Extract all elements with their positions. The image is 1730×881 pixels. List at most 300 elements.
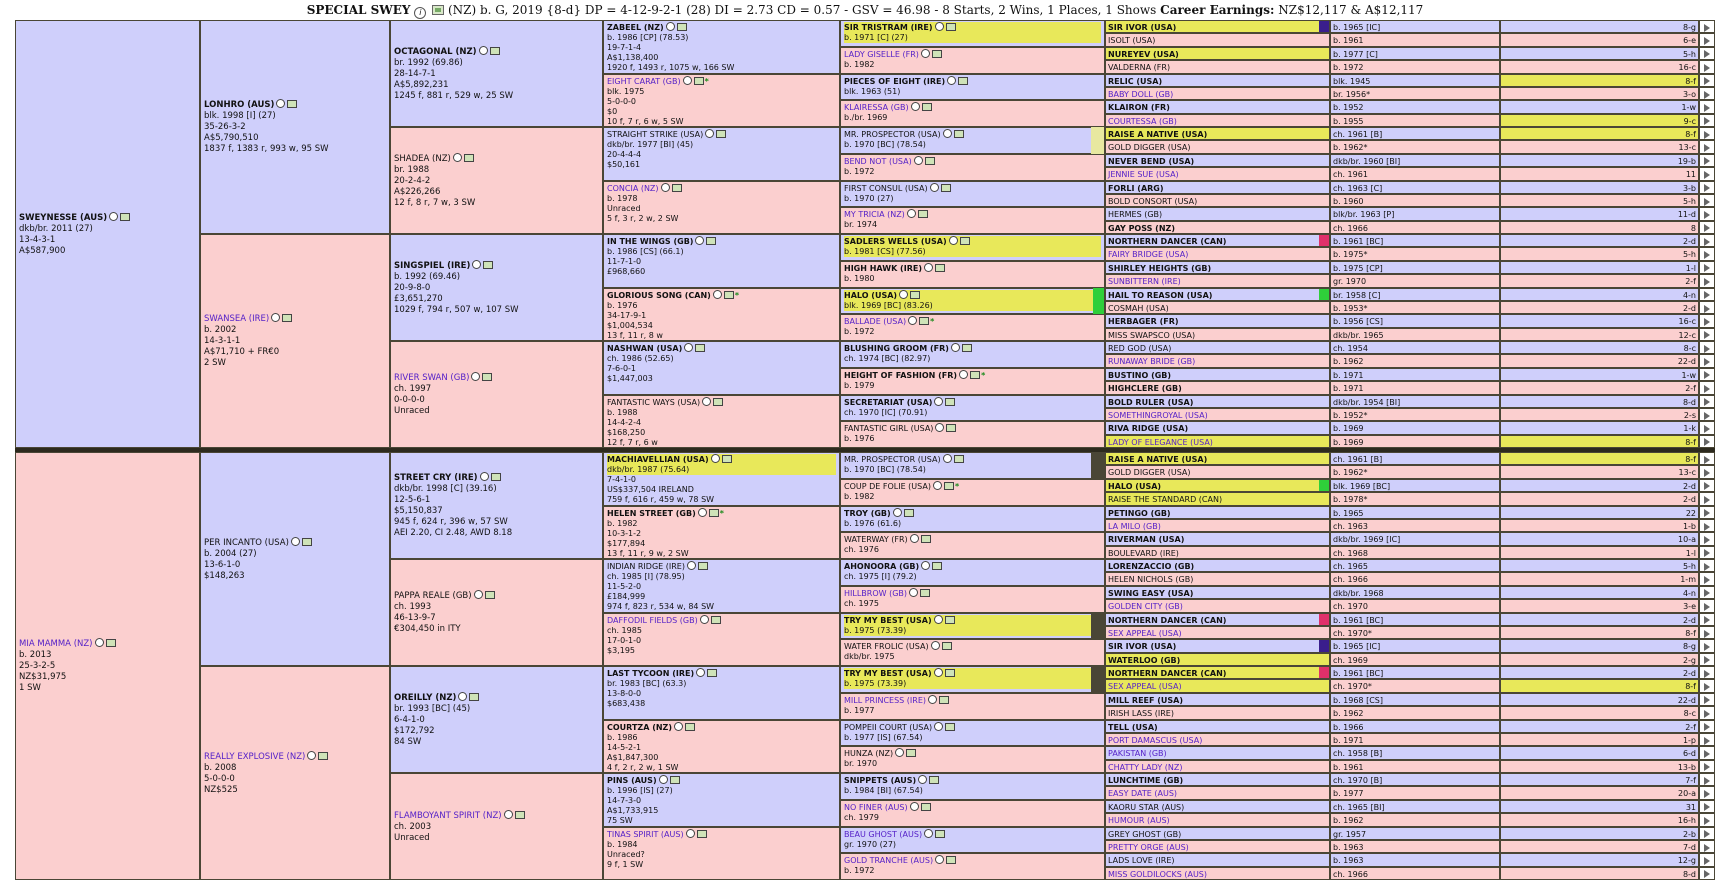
horse-name-link[interactable]: PINS (AUS) xyxy=(607,776,657,785)
horse-name-link[interactable]: SOMETHINGROYAL (USA) xyxy=(1108,410,1208,420)
info-icon[interactable] xyxy=(951,343,960,352)
horse-name-link[interactable]: BOLD RULER (USA) xyxy=(1108,397,1194,407)
horse-name-link[interactable]: PAKISTAN (GB) xyxy=(1108,749,1167,759)
photo-icon[interactable] xyxy=(970,371,980,379)
horse-name-link[interactable]: NASHWAN (USA) xyxy=(607,344,683,353)
horse-name-link[interactable]: HELEN NICHOLS (GB) xyxy=(1108,575,1194,585)
expand-arrow-button[interactable] xyxy=(1699,613,1715,626)
horse-name-link[interactable]: WATER FROLIC (USA) xyxy=(844,642,929,652)
info-icon[interactable] xyxy=(907,209,916,218)
horse-name-link[interactable]: GOLD DIGGER (USA) xyxy=(1108,143,1191,153)
horse-name-link[interactable]: HELEN STREET (GB) xyxy=(607,508,696,518)
horse-name-link[interactable]: FLAMBOYANT SPIRIT (NZ) xyxy=(394,810,502,821)
photo-icon[interactable] xyxy=(906,749,916,757)
expand-arrow-button[interactable] xyxy=(1699,74,1715,87)
photo-icon[interactable] xyxy=(120,213,130,221)
horse-name-link[interactable]: MISS SWAPSCO (USA) xyxy=(1108,330,1196,340)
info-icon[interactable] xyxy=(910,802,919,811)
info-icon[interactable] xyxy=(943,129,952,138)
info-icon[interactable] xyxy=(933,481,942,490)
info-icon[interactable] xyxy=(949,236,958,245)
expand-arrow-button[interactable] xyxy=(1699,867,1715,880)
expand-arrow-button[interactable] xyxy=(1699,221,1715,234)
expand-arrow-button[interactable] xyxy=(1699,381,1715,394)
photo-icon[interactable] xyxy=(922,103,932,111)
photo-icon[interactable] xyxy=(935,264,945,272)
horse-name-link[interactable]: SADLERS WELLS (USA) xyxy=(844,237,947,246)
horse-name-link[interactable]: GREY GHOST (GB) xyxy=(1108,829,1182,839)
horse-name-link[interactable]: CHATTY LADY (NZ) xyxy=(1108,762,1183,772)
horse-name-link[interactable]: LADS LOVE (IRE) xyxy=(1108,856,1175,866)
info-icon[interactable] xyxy=(934,668,943,677)
horse-name-link[interactable]: RAISE THE STANDARD (CAN) xyxy=(1108,495,1223,505)
photo-icon[interactable] xyxy=(945,616,955,624)
info-icon[interactable] xyxy=(705,129,714,138)
horse-name-link[interactable]: FIRST CONSUL (USA) xyxy=(844,183,928,193)
expand-arrow-button[interactable] xyxy=(1699,800,1715,813)
expand-arrow-button[interactable] xyxy=(1699,354,1715,367)
info-icon[interactable] xyxy=(908,316,917,325)
photo-icon[interactable] xyxy=(941,184,951,192)
photo-icon[interactable] xyxy=(910,291,920,299)
expand-arrow-button[interactable] xyxy=(1699,572,1715,585)
horse-name-link[interactable]: HEIGHT OF FASHION (FR) xyxy=(844,370,958,380)
info-icon[interactable] xyxy=(683,76,692,85)
expand-arrow-button[interactable] xyxy=(1699,274,1715,287)
expand-arrow-button[interactable] xyxy=(1699,452,1715,465)
info-icon[interactable] xyxy=(893,508,902,517)
photo-icon[interactable] xyxy=(944,482,954,490)
info-icon[interactable] xyxy=(899,290,908,299)
horse-name-link[interactable]: RAISE A NATIVE (USA) xyxy=(1108,130,1208,139)
expand-arrow-button[interactable] xyxy=(1699,194,1715,207)
horse-name-link[interactable]: RED GOD (USA) xyxy=(1108,344,1172,353)
horse-name-link[interactable]: HIGHCLERE (GB) xyxy=(1108,384,1182,394)
horse-name-link[interactable]: MR. PROSPECTOR (USA) xyxy=(844,130,941,139)
info-icon[interactable] xyxy=(947,76,956,85)
info-icon[interactable] xyxy=(924,829,933,838)
horse-name-link[interactable]: BEAU GHOST (AUS) xyxy=(844,829,923,839)
horse-name-link[interactable]: BEND NOT (USA) xyxy=(844,156,912,166)
horse-name-link[interactable]: NORTHERN DANCER (CAN) xyxy=(1108,615,1227,625)
horse-name-link[interactable]: NEVER BEND (USA) xyxy=(1108,156,1195,166)
info-icon[interactable] xyxy=(480,472,489,481)
horse-name-link[interactable]: GOLD DIGGER (USA) xyxy=(1108,468,1191,478)
horse-name-link[interactable]: FAIRY BRIDGE (USA) xyxy=(1108,250,1189,260)
horse-name-link[interactable]: SEX APPEAL (USA) xyxy=(1108,682,1182,692)
expand-arrow-button[interactable] xyxy=(1699,626,1715,639)
horse-name-link[interactable]: INDIAN RIDGE (IRE) xyxy=(607,562,685,571)
horse-name-link[interactable]: PER INCANTO (USA) xyxy=(204,537,289,548)
expand-arrow-button[interactable] xyxy=(1699,328,1715,341)
horse-name-link[interactable]: EIGHT CARAT (GB) xyxy=(607,76,681,86)
horse-name-link[interactable]: DAFFODIL FIELDS (GB) xyxy=(607,615,698,625)
photo-icon[interactable] xyxy=(954,455,964,463)
expand-arrow-button[interactable] xyxy=(1699,586,1715,599)
expand-arrow-button[interactable] xyxy=(1699,421,1715,434)
expand-arrow-button[interactable] xyxy=(1699,261,1715,274)
horse-name-link[interactable]: LADY GISELLE (FR) xyxy=(844,49,919,59)
horse-name-link[interactable]: MACHIAVELLIAN (USA) xyxy=(607,455,709,464)
photo-icon[interactable] xyxy=(945,398,955,406)
horse-name-link[interactable]: RAISE A NATIVE (USA) xyxy=(1108,455,1208,464)
photo-icon[interactable] xyxy=(925,157,935,165)
photo-icon[interactable] xyxy=(670,776,680,784)
info-icon[interactable] xyxy=(702,397,711,406)
horse-name-link[interactable]: BALLADE (USA) xyxy=(844,317,907,327)
expand-arrow-button[interactable] xyxy=(1699,679,1715,692)
horse-name-link[interactable]: STREET CRY (IRE) xyxy=(394,473,478,483)
horse-name-link[interactable]: SHADEA (NZ) xyxy=(394,153,451,164)
info-icon[interactable] xyxy=(930,183,939,192)
horse-name-link[interactable]: IN THE WINGS (GB) xyxy=(607,237,694,246)
expand-arrow-button[interactable] xyxy=(1699,127,1715,140)
expand-arrow-button[interactable] xyxy=(1699,47,1715,60)
horse-name-link[interactable]: SWEYNESSE (AUS) xyxy=(19,212,108,223)
expand-arrow-button[interactable] xyxy=(1699,435,1715,448)
info-icon[interactable] xyxy=(711,454,720,463)
photo-icon[interactable] xyxy=(106,639,116,647)
photo-icon[interactable] xyxy=(483,261,493,269)
expand-arrow-button[interactable] xyxy=(1699,114,1715,127)
info-icon[interactable] xyxy=(700,615,709,624)
info-icon[interactable] xyxy=(95,638,104,647)
photo-icon[interactable] xyxy=(485,591,495,599)
expand-arrow-button[interactable] xyxy=(1699,532,1715,545)
horse-name-link[interactable]: COURTZA (NZ) xyxy=(607,722,673,732)
horse-name-link[interactable]: MISS GOLDILOCKS (AUS) xyxy=(1108,869,1208,879)
horse-name-link[interactable]: MR. PROSPECTOR (USA) xyxy=(844,455,941,464)
horse-name-link[interactable]: PAPPA REALE (GB) xyxy=(394,591,472,601)
horse-name-link[interactable]: SIR TRISTRAM (IRE) xyxy=(844,23,933,32)
photo-icon[interactable] xyxy=(939,696,949,704)
horse-name-link[interactable]: MILL PRINCESS (IRE) xyxy=(844,695,926,705)
expand-arrow-button[interactable] xyxy=(1699,506,1715,519)
horse-name-link[interactable]: SINGSPIEL (IRE) xyxy=(394,260,471,271)
photo-icon[interactable] xyxy=(946,856,956,864)
photo-icon[interactable] xyxy=(946,23,956,31)
horse-name-link[interactable]: PETINGO (GB) xyxy=(1108,508,1171,518)
expand-arrow-button[interactable] xyxy=(1699,733,1715,746)
info-icon[interactable] xyxy=(921,561,930,570)
info-icon[interactable] xyxy=(684,343,693,352)
expand-arrow-button[interactable] xyxy=(1699,408,1715,421)
expand-arrow-button[interactable] xyxy=(1699,154,1715,167)
photo-icon[interactable] xyxy=(282,314,292,322)
horse-name-link[interactable]: SWING EASY (USA) xyxy=(1108,588,1194,598)
expand-arrow-button[interactable] xyxy=(1699,395,1715,408)
expand-arrow-button[interactable] xyxy=(1699,234,1715,247)
expand-arrow-button[interactable] xyxy=(1699,666,1715,679)
info-icon[interactable] xyxy=(472,260,481,269)
expand-arrow-button[interactable] xyxy=(1699,813,1715,826)
info-icon[interactable] xyxy=(895,748,904,757)
photo-icon[interactable] xyxy=(685,723,695,731)
photo-icon[interactable] xyxy=(490,47,500,55)
expand-arrow-button[interactable] xyxy=(1699,301,1715,314)
horse-name-link[interactable]: KLAIRON (FR) xyxy=(1108,103,1170,113)
photo-icon[interactable] xyxy=(709,509,719,517)
expand-arrow-button[interactable] xyxy=(1699,559,1715,572)
info-icon[interactable] xyxy=(271,313,280,322)
horse-name-link[interactable]: MILL REEF (USA) xyxy=(1108,695,1184,705)
info-icon[interactable] xyxy=(458,692,467,701)
horse-name-link[interactable]: RIVERMAN (USA) xyxy=(1108,535,1185,545)
photo-icon[interactable] xyxy=(954,130,964,138)
photo-icon[interactable] xyxy=(432,5,444,15)
photo-icon[interactable] xyxy=(932,50,942,58)
expand-arrow-button[interactable] xyxy=(1699,341,1715,354)
expand-arrow-button[interactable] xyxy=(1699,465,1715,478)
horse-name-link[interactable]: SECRETARIAT (USA) xyxy=(844,397,933,407)
expand-arrow-button[interactable] xyxy=(1699,706,1715,719)
info-icon[interactable] xyxy=(935,423,944,432)
horse-name-link[interactable]: SIR IVOR (USA) xyxy=(1108,642,1177,652)
info-icon[interactable] xyxy=(911,102,920,111)
horse-name-link[interactable]: RIVA RIDGE (USA) xyxy=(1108,424,1189,434)
horse-name-link[interactable]: COUP DE FOLIE (USA) xyxy=(844,481,931,491)
photo-icon[interactable] xyxy=(677,23,687,31)
horse-name-link[interactable]: RUNAWAY BRIDE (GB) xyxy=(1108,357,1196,367)
horse-name-link[interactable]: GLORIOUS SONG (CAN) xyxy=(607,290,711,300)
info-icon[interactable] xyxy=(921,49,930,58)
expand-arrow-button[interactable] xyxy=(1699,773,1715,786)
horse-name-link[interactable]: KLAIRESSA (GB) xyxy=(844,103,909,113)
horse-name-link[interactable]: HIGH HAWK (IRE) xyxy=(844,263,922,273)
photo-icon[interactable] xyxy=(469,693,479,701)
horse-name-link[interactable]: PRETTY ORGE (AUS) xyxy=(1108,842,1189,852)
horse-name-link[interactable]: HERMES (GB) xyxy=(1108,210,1163,220)
horse-name-link[interactable]: GOLD TRANCHE (AUS) xyxy=(844,856,934,866)
info-icon[interactable] xyxy=(687,561,696,570)
horse-name[interactable]: SPECIAL SWEY xyxy=(306,3,411,17)
horse-name-link[interactable]: LORENZACCIO (GB) xyxy=(1108,562,1195,571)
horse-name-link[interactable]: COSMAH (USA) xyxy=(1108,303,1169,313)
photo-icon[interactable] xyxy=(491,473,501,481)
expand-arrow-button[interactable] xyxy=(1699,33,1715,46)
horse-name-link[interactable]: IRISH LASS (IRE) xyxy=(1108,709,1174,719)
photo-icon[interactable] xyxy=(697,830,707,838)
horse-name-link[interactable]: HAIL TO REASON (USA) xyxy=(1108,290,1213,300)
expand-arrow-button[interactable] xyxy=(1699,786,1715,799)
expand-arrow-button[interactable] xyxy=(1699,827,1715,840)
info-icon[interactable] xyxy=(479,46,488,55)
expand-arrow-button[interactable] xyxy=(1699,247,1715,260)
horse-name-link[interactable]: HILLBROW (GB) xyxy=(844,588,908,598)
expand-arrow-button[interactable] xyxy=(1699,760,1715,773)
info-icon[interactable] xyxy=(931,641,940,650)
horse-name-link[interactable]: RELIC (USA) xyxy=(1108,76,1163,86)
photo-icon[interactable] xyxy=(962,344,972,352)
horse-name-link[interactable]: WATERWAY (FR) xyxy=(844,535,908,545)
horse-name-link[interactable]: STRAIGHT STRIKE (USA) xyxy=(607,130,704,139)
info-icon[interactable] xyxy=(659,775,668,784)
horse-name-link[interactable]: ZABEEL (NZ) xyxy=(607,23,664,32)
info-icon[interactable] xyxy=(674,722,683,731)
expand-arrow-button[interactable] xyxy=(1699,368,1715,381)
expand-arrow-button[interactable] xyxy=(1699,288,1715,301)
photo-icon[interactable] xyxy=(946,424,956,432)
info-icon[interactable] xyxy=(474,590,483,599)
photo-icon[interactable] xyxy=(942,642,952,650)
expand-arrow-button[interactable] xyxy=(1699,167,1715,180)
photo-icon[interactable] xyxy=(287,100,297,108)
info-icon[interactable] xyxy=(935,22,944,31)
expand-arrow-button[interactable] xyxy=(1699,140,1715,153)
info-icon[interactable] xyxy=(666,22,675,31)
photo-icon[interactable] xyxy=(695,344,705,352)
info-icon[interactable] xyxy=(713,290,722,299)
info-icon[interactable] xyxy=(686,829,695,838)
photo-icon[interactable] xyxy=(515,811,525,819)
info-icon[interactable] xyxy=(935,855,944,864)
info-icon[interactable] xyxy=(109,212,118,221)
horse-name-link[interactable]: VALDERNA (FR) xyxy=(1108,63,1171,73)
expand-arrow-button[interactable] xyxy=(1699,720,1715,733)
info-icon[interactable] xyxy=(471,372,480,381)
expand-arrow-button[interactable] xyxy=(1699,60,1715,73)
expand-arrow-button[interactable] xyxy=(1699,639,1715,652)
photo-icon[interactable] xyxy=(945,669,955,677)
expand-arrow-button[interactable] xyxy=(1699,100,1715,113)
photo-icon[interactable] xyxy=(716,130,726,138)
expand-arrow-button[interactable] xyxy=(1699,546,1715,559)
expand-arrow-button[interactable] xyxy=(1699,314,1715,327)
info-icon[interactable] xyxy=(934,397,943,406)
info-icon[interactable] xyxy=(453,153,462,162)
info-icon[interactable] xyxy=(959,370,968,379)
horse-name-link[interactable]: TINAS SPIRIT (AUS) xyxy=(607,829,684,839)
expand-arrow-button[interactable] xyxy=(1699,853,1715,866)
horse-name-link[interactable]: LONHRO (AUS) xyxy=(204,100,275,110)
horse-name-link[interactable]: LA MILO (GB) xyxy=(1108,521,1161,531)
horse-name-link[interactable]: POMPEII COURT (USA) xyxy=(844,722,933,732)
horse-name-link[interactable]: BOLD CONSORT (USA) xyxy=(1108,196,1198,206)
photo-icon[interactable] xyxy=(482,373,492,381)
horse-name-link[interactable]: EASY DATE (AUS) xyxy=(1108,789,1178,799)
info-icon[interactable] xyxy=(934,722,943,731)
photo-icon[interactable] xyxy=(921,535,931,543)
horse-name-link[interactable]: REALLY EXPLOSIVE (NZ) xyxy=(204,751,306,762)
photo-icon[interactable] xyxy=(694,77,704,85)
expand-arrow-button[interactable] xyxy=(1699,207,1715,220)
horse-name-link[interactable]: JENNIE SUE (USA) xyxy=(1108,170,1179,180)
horse-name-link[interactable]: NUREYEV (USA) xyxy=(1108,49,1179,59)
horse-name-link[interactable]: SHIRLEY HEIGHTS (GB) xyxy=(1108,263,1212,273)
horse-name-link[interactable]: HALO (USA) xyxy=(1108,481,1162,491)
photo-icon[interactable] xyxy=(919,317,929,325)
horse-name-link[interactable]: KAORU STAR (AUS) xyxy=(1108,802,1185,812)
photo-icon[interactable] xyxy=(672,184,682,192)
horse-name-link[interactable]: FANTASTIC GIRL (USA) xyxy=(844,424,934,434)
horse-name-link[interactable]: PORT DAMASCUS (USA) xyxy=(1108,735,1203,745)
horse-name-link[interactable]: LAST TYCOON (IRE) xyxy=(607,669,695,678)
horse-name-link[interactable]: HERBAGER (FR) xyxy=(1108,317,1179,327)
photo-icon[interactable] xyxy=(918,210,928,218)
horse-name-link[interactable]: FANTASTIC WAYS (USA) xyxy=(607,397,701,407)
horse-name-link[interactable]: OCTAGONAL (NZ) xyxy=(394,46,477,57)
horse-name-link[interactable]: ISOLT (USA) xyxy=(1108,36,1156,46)
photo-icon[interactable] xyxy=(464,154,474,162)
horse-name-link[interactable]: TELL (USA) xyxy=(1108,722,1158,732)
expand-arrow-button[interactable] xyxy=(1699,746,1715,759)
photo-icon[interactable] xyxy=(921,803,931,811)
expand-arrow-button[interactable] xyxy=(1699,181,1715,194)
photo-icon[interactable] xyxy=(698,562,708,570)
horse-name-link[interactable]: TRY MY BEST (USA) xyxy=(844,615,932,625)
horse-name-link[interactable]: SNIPPETS (AUS) xyxy=(844,776,917,785)
horse-name-link[interactable]: TROY (GB) xyxy=(844,508,891,518)
horse-name-link[interactable]: PIECES OF EIGHT (IRE) xyxy=(844,76,946,86)
horse-name-link[interactable]: BOULEVARD (IRE) xyxy=(1108,548,1179,558)
horse-name-link[interactable]: BUSTINO (GB) xyxy=(1108,370,1172,380)
horse-name-link[interactable]: BABY DOLL (GB) xyxy=(1108,89,1174,99)
horse-name-link[interactable]: FORLI (ARG) xyxy=(1108,183,1164,193)
horse-name-link[interactable]: RIVER SWAN (GB) xyxy=(394,373,470,383)
horse-name-link[interactable]: MIA MAMMA (NZ) xyxy=(19,639,93,649)
photo-icon[interactable] xyxy=(929,776,939,784)
horse-name-link[interactable]: TRY MY BEST (USA) xyxy=(844,669,932,678)
horse-name-link[interactable]: MY TRICIA (NZ) xyxy=(844,210,905,220)
horse-name-link[interactable]: AHONOORA (GB) xyxy=(844,562,920,571)
expand-arrow-button[interactable] xyxy=(1699,519,1715,532)
info-icon[interactable] xyxy=(924,263,933,272)
horse-name-link[interactable]: NO FINER (AUS) xyxy=(844,802,908,812)
photo-icon[interactable] xyxy=(713,398,723,406)
info-icon[interactable] xyxy=(943,454,952,463)
expand-arrow-button[interactable] xyxy=(1699,492,1715,505)
photo-icon[interactable] xyxy=(935,830,945,838)
expand-arrow-button[interactable] xyxy=(1699,653,1715,666)
info-icon[interactable] xyxy=(695,236,704,245)
horse-name-link[interactable]: SIR IVOR (USA) xyxy=(1108,23,1177,32)
photo-icon[interactable] xyxy=(711,616,721,624)
horse-name-link[interactable]: HUMOUR (AUS) xyxy=(1108,816,1170,826)
info-icon[interactable] xyxy=(504,810,513,819)
info-icon[interactable] xyxy=(661,183,670,192)
photo-icon[interactable] xyxy=(945,723,955,731)
expand-arrow-button[interactable] xyxy=(1699,87,1715,100)
horse-name-link[interactable]: GAY POSS (NZ) xyxy=(1108,223,1175,233)
photo-icon[interactable] xyxy=(722,455,732,463)
photo-icon[interactable] xyxy=(318,752,328,760)
info-icon[interactable] xyxy=(696,668,705,677)
photo-icon[interactable] xyxy=(958,77,968,85)
photo-icon[interactable] xyxy=(960,237,970,245)
info-icon[interactable]: i xyxy=(414,7,426,19)
expand-arrow-button[interactable] xyxy=(1699,840,1715,853)
photo-icon[interactable] xyxy=(724,291,734,299)
horse-name-link[interactable]: HALO (USA) xyxy=(844,290,898,300)
info-icon[interactable] xyxy=(934,615,943,624)
horse-name-link[interactable]: BLUSHING GROOM (FR) xyxy=(844,344,949,353)
horse-name-link[interactable]: SUNBITTERN (IRE) xyxy=(1108,277,1181,287)
expand-arrow-button[interactable] xyxy=(1699,599,1715,612)
photo-icon[interactable] xyxy=(706,237,716,245)
horse-name-link[interactable]: SWANSEA (IRE) xyxy=(204,314,270,324)
info-icon[interactable] xyxy=(910,534,919,543)
photo-icon[interactable] xyxy=(302,538,312,546)
horse-name-link[interactable]: GOLDEN CITY (GB) xyxy=(1108,602,1183,612)
info-icon[interactable] xyxy=(914,156,923,165)
info-icon[interactable] xyxy=(291,537,300,546)
horse-name-link[interactable]: SEX APPEAL (USA) xyxy=(1108,628,1182,638)
expand-arrow-button[interactable] xyxy=(1699,693,1715,706)
horse-name-link[interactable]: WATERLOO (GB) xyxy=(1108,655,1181,665)
horse-name-link[interactable]: COURTESSA (GB) xyxy=(1108,116,1177,126)
horse-name-link[interactable]: LUNCHTIME (GB) xyxy=(1108,776,1184,785)
horse-name-link[interactable]: LADY OF ELEGANCE (USA) xyxy=(1108,437,1213,447)
